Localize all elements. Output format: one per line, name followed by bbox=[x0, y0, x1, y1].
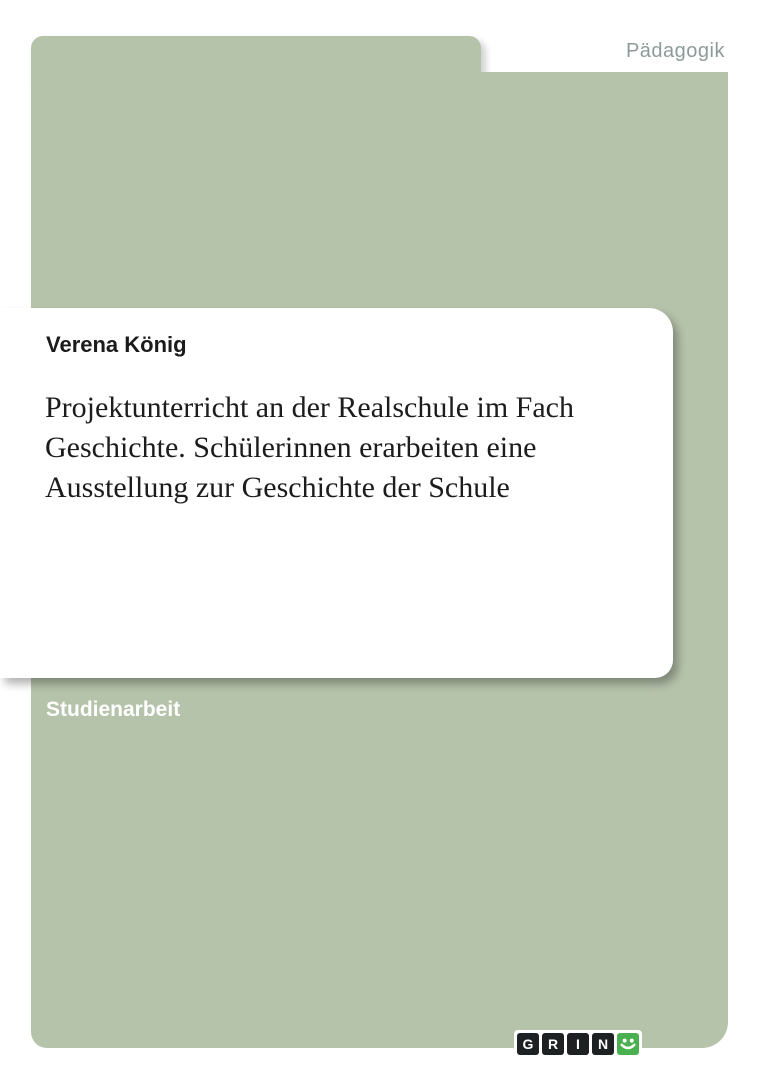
title-line-1: Projektunterricht an der Realschule im Fach bbox=[45, 391, 574, 424]
grin-logo-letter-r: R bbox=[542, 1033, 564, 1055]
category-label: Pädagogik bbox=[625, 40, 725, 62]
author-name: Verena König bbox=[46, 332, 187, 357]
smiley-icon bbox=[617, 1033, 639, 1055]
grin-logo bbox=[514, 1030, 642, 1058]
title-line-2: Geschichte. Schülerinnen erarbeiten eine bbox=[45, 431, 537, 464]
book-title bbox=[45, 388, 673, 508]
title-line-3: Ausstellung zur Geschichte der Schule bbox=[45, 471, 510, 504]
grin-logo-letter-g: G bbox=[517, 1033, 539, 1055]
grin-logo-letter-n: N bbox=[592, 1033, 614, 1055]
grin-logo-letter-i: I bbox=[567, 1033, 589, 1055]
title-box bbox=[0, 308, 673, 678]
document-type-label: Studienarbeit bbox=[46, 698, 181, 721]
